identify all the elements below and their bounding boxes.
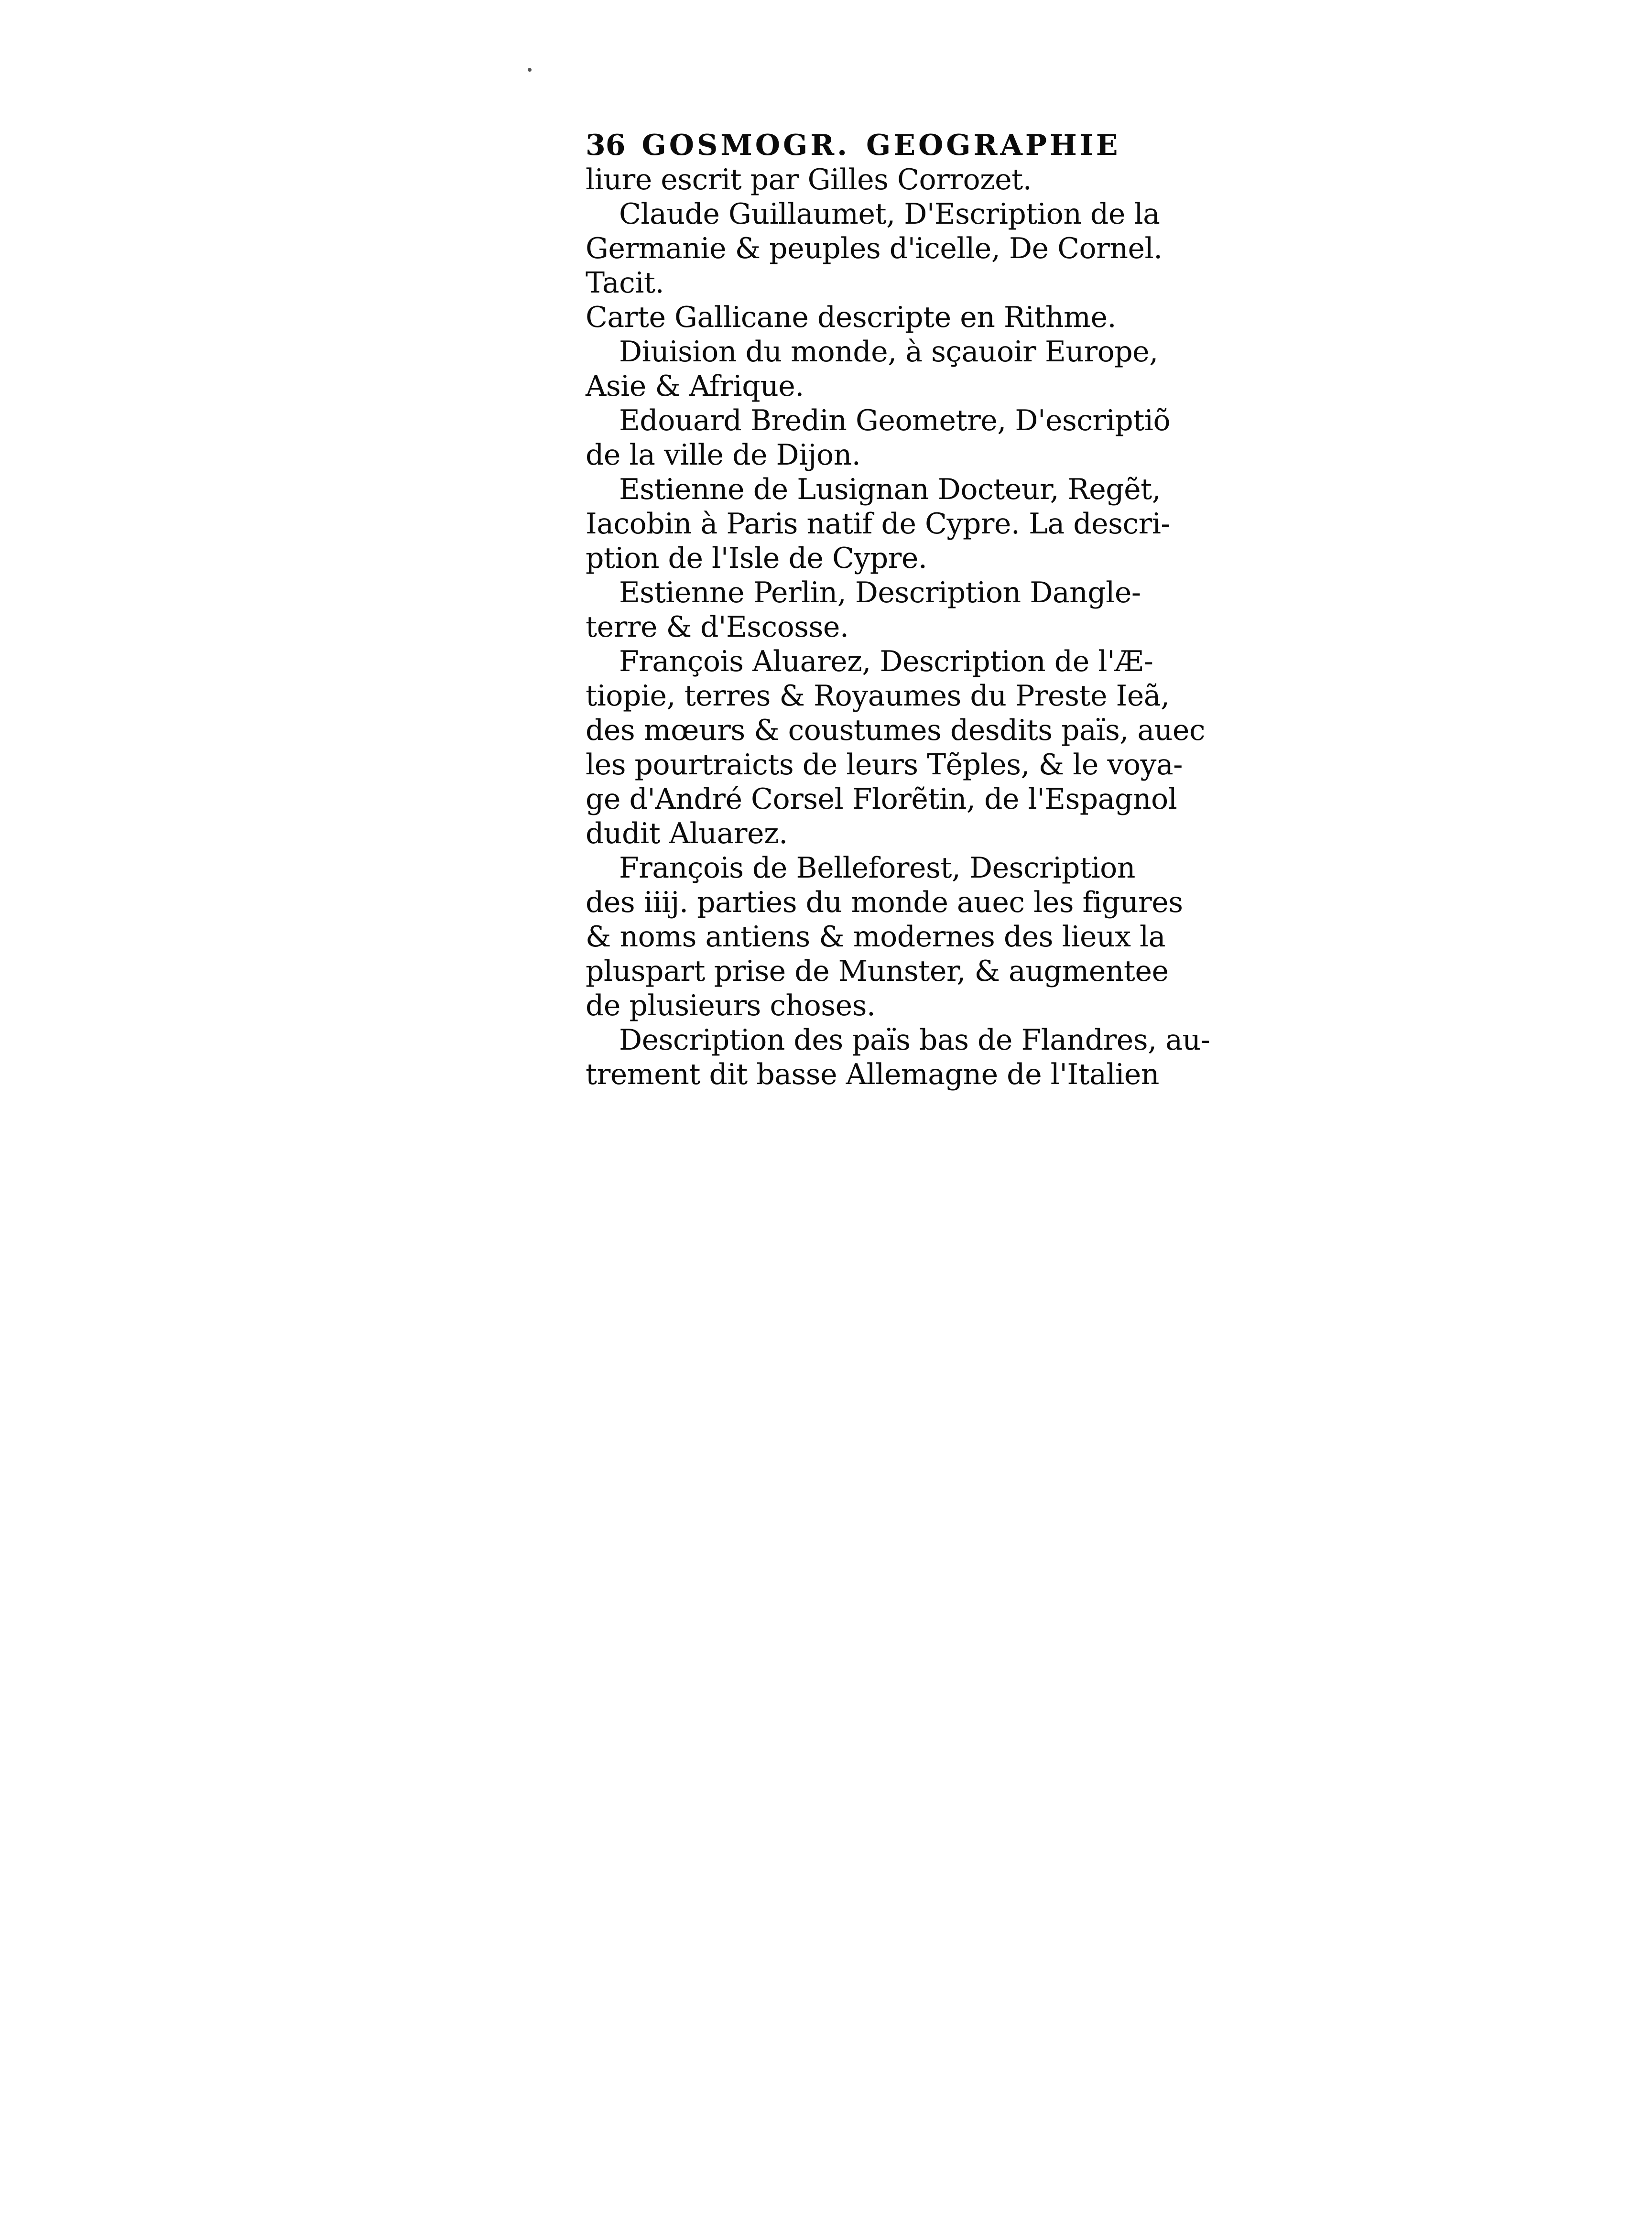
page-number: 36 [586, 129, 626, 162]
text-line: de plusieurs choses. [586, 989, 876, 1022]
text-line: ption de l'Isle de Cypre. [586, 542, 927, 575]
running-title-part-1: GOSMOGR. [641, 129, 850, 162]
text-line: Asie & Afrique. [586, 369, 804, 403]
text-line: trement dit basse Allemagne de l'Italien [586, 1058, 1159, 1091]
text-line: pluspart prise de Munster, & augmentee [586, 955, 1169, 988]
text-line: liure escrit par Gilles Corrozet. [586, 163, 1032, 196]
text-line: Iacobin à Paris natif de Cypre. La descri- [586, 507, 1171, 541]
text-line: Germanie & peuples d'icelle, De Cornel. [586, 232, 1163, 265]
body-text [586, 163, 1210, 1092]
text-block [586, 128, 1210, 1092]
text-line: Description des païs bas de Flandres, au- [619, 1023, 1210, 1057]
text-line: Estienne de Lusignan Docteur, Regẽt, [619, 473, 1161, 506]
running-header [586, 128, 1130, 163]
text-line: les pourtraicts de leurs Tẽples, & le voya- [586, 748, 1183, 782]
text-line: Edouard Bredin Geometre, D'escriptiõ [619, 404, 1171, 437]
text-line: des mœurs & coustumes desdits païs, auec [586, 714, 1205, 747]
ink-speck [528, 68, 532, 72]
text-line: tiopie, terres & Royaumes du Preste Ieã, [586, 679, 1170, 713]
text-line: François de Belleforest, Description [619, 851, 1135, 885]
text-line: des iiij. parties du monde auec les figures [586, 886, 1183, 919]
text-line: de la ville de Dijon. [586, 438, 861, 472]
running-title-part-2: GEOGRAPHIE [866, 129, 1121, 162]
text-line: & noms antiens & modernes des lieux la [586, 920, 1166, 954]
text-line: ge d'André Corsel Florẽtin, de l'Espagnol [586, 782, 1177, 816]
text-line: Tacit. [586, 266, 664, 300]
text-line: François Aluarez, Description de l'Æ- [619, 645, 1153, 678]
text-line: Diuision du monde, à sçauoir Europe, [619, 335, 1158, 369]
text-line: Carte Gallicane descripte en Rithme. [586, 301, 1117, 334]
text-line: dudit Aluarez. [586, 817, 788, 850]
text-line: Estienne Perlin, Description Dangle- [619, 576, 1141, 609]
text-line: terre & d'Escosse. [586, 610, 849, 644]
text-line: Claude Guillaumet, D'Escription de la [619, 197, 1160, 231]
